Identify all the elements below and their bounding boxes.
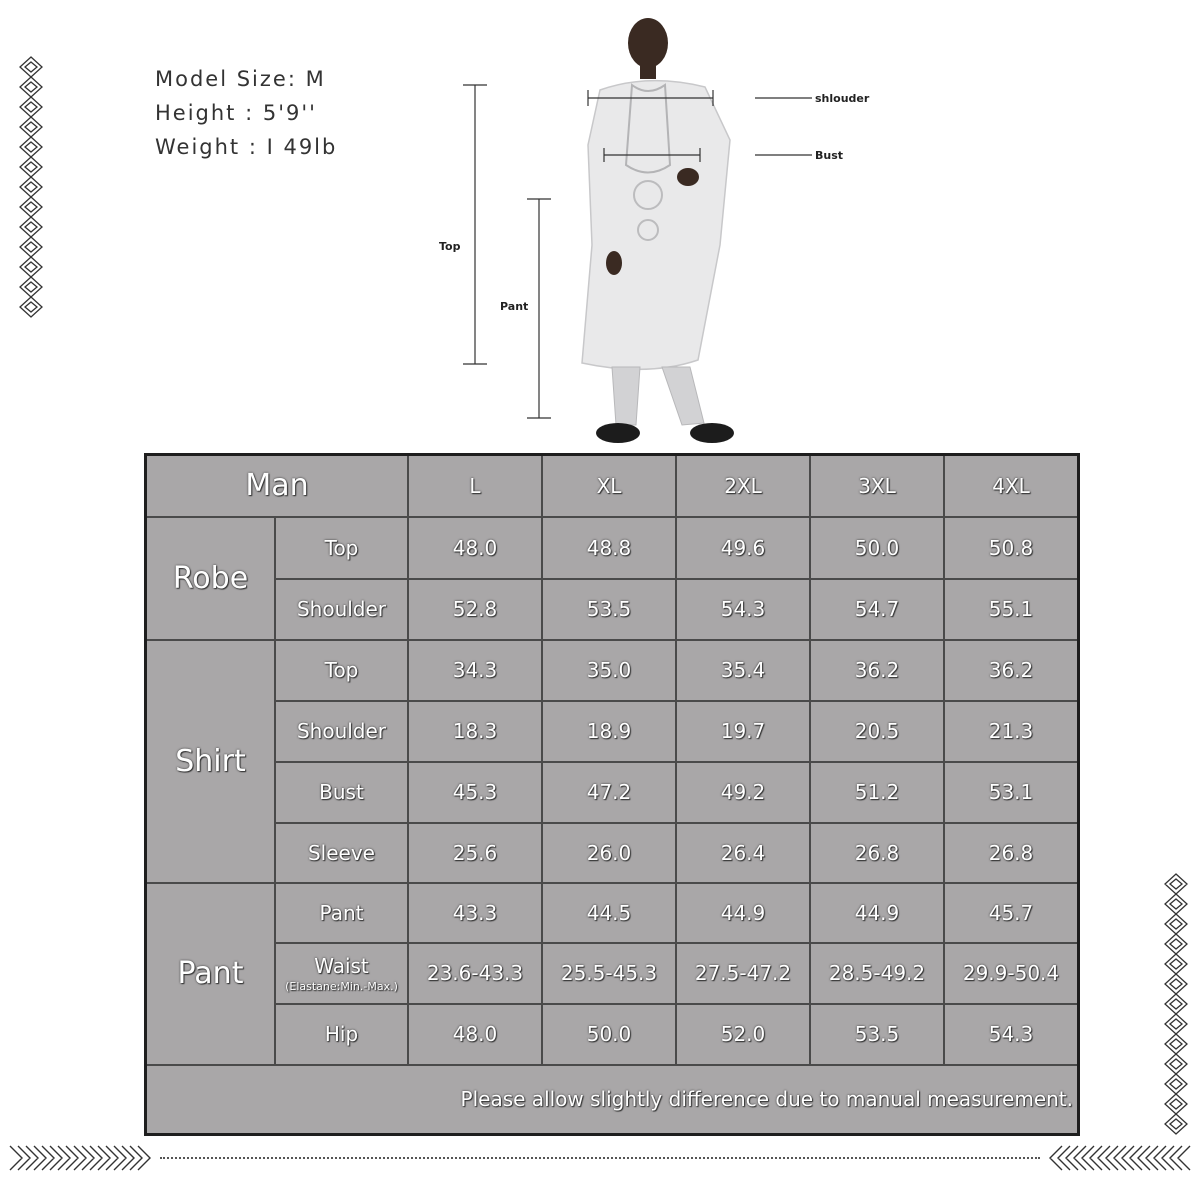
table-row — [146, 517, 1079, 579]
table-cell: 53.1 — [944, 762, 1079, 823]
table-row — [146, 579, 1079, 640]
model-height: Height : 5'9'' — [155, 101, 317, 125]
table-cell: 18.3 — [408, 701, 542, 762]
table-cell: 26.8 — [944, 823, 1079, 883]
table-cell: 25.5-45.3 — [542, 943, 676, 1004]
row-label: Top — [275, 517, 408, 579]
table-row — [146, 701, 1079, 762]
table-cell: 25.6 — [408, 823, 542, 883]
table-cell: 26.8 — [810, 823, 944, 883]
header-size: 2XL — [676, 455, 810, 517]
row-label: Top — [275, 640, 408, 701]
table-row — [146, 640, 1079, 701]
measurement-guides — [0, 0, 1200, 450]
table-cell: 44.9 — [810, 883, 944, 943]
table-cell: 44.5 — [542, 883, 676, 943]
table-cell: 35.4 — [676, 640, 810, 701]
table-cell: 50.8 — [944, 517, 1079, 579]
row-sublabel: (Elastane:Min.-Max.) — [285, 979, 398, 993]
header-size: 4XL — [944, 455, 1079, 517]
table-row — [146, 883, 1079, 943]
table-cell: 54.7 — [810, 579, 944, 640]
row-label: Sleeve — [275, 823, 408, 883]
table-cell: 19.7 — [676, 701, 810, 762]
table-cell: 26.0 — [542, 823, 676, 883]
table-cell: 36.2 — [944, 640, 1079, 701]
row-label-text: Waist — [314, 953, 369, 978]
table-cell: 29.9-50.4 — [944, 943, 1079, 1004]
table-cell: 54.3 — [676, 579, 810, 640]
table-cell: 50.0 — [810, 517, 944, 579]
table-cell: 48.0 — [408, 1004, 542, 1065]
chevron-border-left-icon — [8, 1143, 158, 1173]
table-cell: 48.8 — [542, 517, 676, 579]
top-measure-label: Top — [439, 240, 461, 253]
model-size: Model Size: M — [155, 67, 326, 91]
table-header-row — [146, 455, 1079, 517]
model-weight: Weight : I 49lb — [155, 135, 338, 159]
section-label-pant: Pant — [146, 883, 276, 1065]
table-cell: 45.7 — [944, 883, 1079, 943]
table-row — [146, 823, 1079, 883]
table-cell: 53.5 — [542, 579, 676, 640]
table-cell: 28.5-49.2 — [810, 943, 944, 1004]
diamond-chain-right-icon — [1163, 872, 1189, 1137]
table-cell: 36.2 — [810, 640, 944, 701]
header-corner: Man — [146, 455, 409, 517]
table-cell: 34.3 — [408, 640, 542, 701]
size-chart-table — [144, 453, 1080, 1136]
section-label-shirt: Shirt — [146, 640, 276, 883]
table-row — [146, 1004, 1079, 1065]
table-cell: 43.3 — [408, 883, 542, 943]
table-row — [146, 762, 1079, 823]
row-label: Hip — [275, 1004, 408, 1065]
row-label — [275, 943, 408, 1004]
chevron-border-right-icon — [1042, 1143, 1192, 1173]
header-size: 3XL — [810, 455, 944, 517]
table-cell: 26.4 — [676, 823, 810, 883]
table-cell: 20.5 — [810, 701, 944, 762]
table-cell: 45.3 — [408, 762, 542, 823]
bottom-dotted-line — [160, 1157, 1040, 1159]
row-label: Shoulder — [275, 579, 408, 640]
table-cell: 53.5 — [810, 1004, 944, 1065]
table-cell: 18.9 — [542, 701, 676, 762]
table-cell: 44.9 — [676, 883, 810, 943]
table-cell: 54.3 — [944, 1004, 1079, 1065]
measurement-note: Please allow slightly difference due to manual measurement. — [146, 1065, 1079, 1135]
section-label-robe: Robe — [146, 517, 276, 640]
table-cell: 50.0 — [542, 1004, 676, 1065]
header-size: XL — [542, 455, 676, 517]
table-cell: 51.2 — [810, 762, 944, 823]
table-cell: 21.3 — [944, 701, 1079, 762]
table-note-row — [146, 1065, 1079, 1135]
table-cell: 47.2 — [542, 762, 676, 823]
table-cell: 48.0 — [408, 517, 542, 579]
table-cell: 52.0 — [676, 1004, 810, 1065]
table-cell: 23.6-43.3 — [408, 943, 542, 1004]
bust-measure-label: Bust — [815, 149, 844, 162]
table-cell: 49.2 — [676, 762, 810, 823]
row-label: Pant — [275, 883, 408, 943]
table-row — [146, 943, 1079, 1004]
table-cell: 55.1 — [944, 579, 1079, 640]
header-size: L — [408, 455, 542, 517]
table-cell: 27.5-47.2 — [676, 943, 810, 1004]
table-cell: 35.0 — [542, 640, 676, 701]
pant-measure-label: Pant — [500, 300, 529, 313]
row-label: Shoulder — [275, 701, 408, 762]
shoulder-measure-label: shlouder — [815, 92, 870, 105]
table-cell: 49.6 — [676, 517, 810, 579]
table-cell: 52.8 — [408, 579, 542, 640]
row-label: Bust — [275, 762, 408, 823]
